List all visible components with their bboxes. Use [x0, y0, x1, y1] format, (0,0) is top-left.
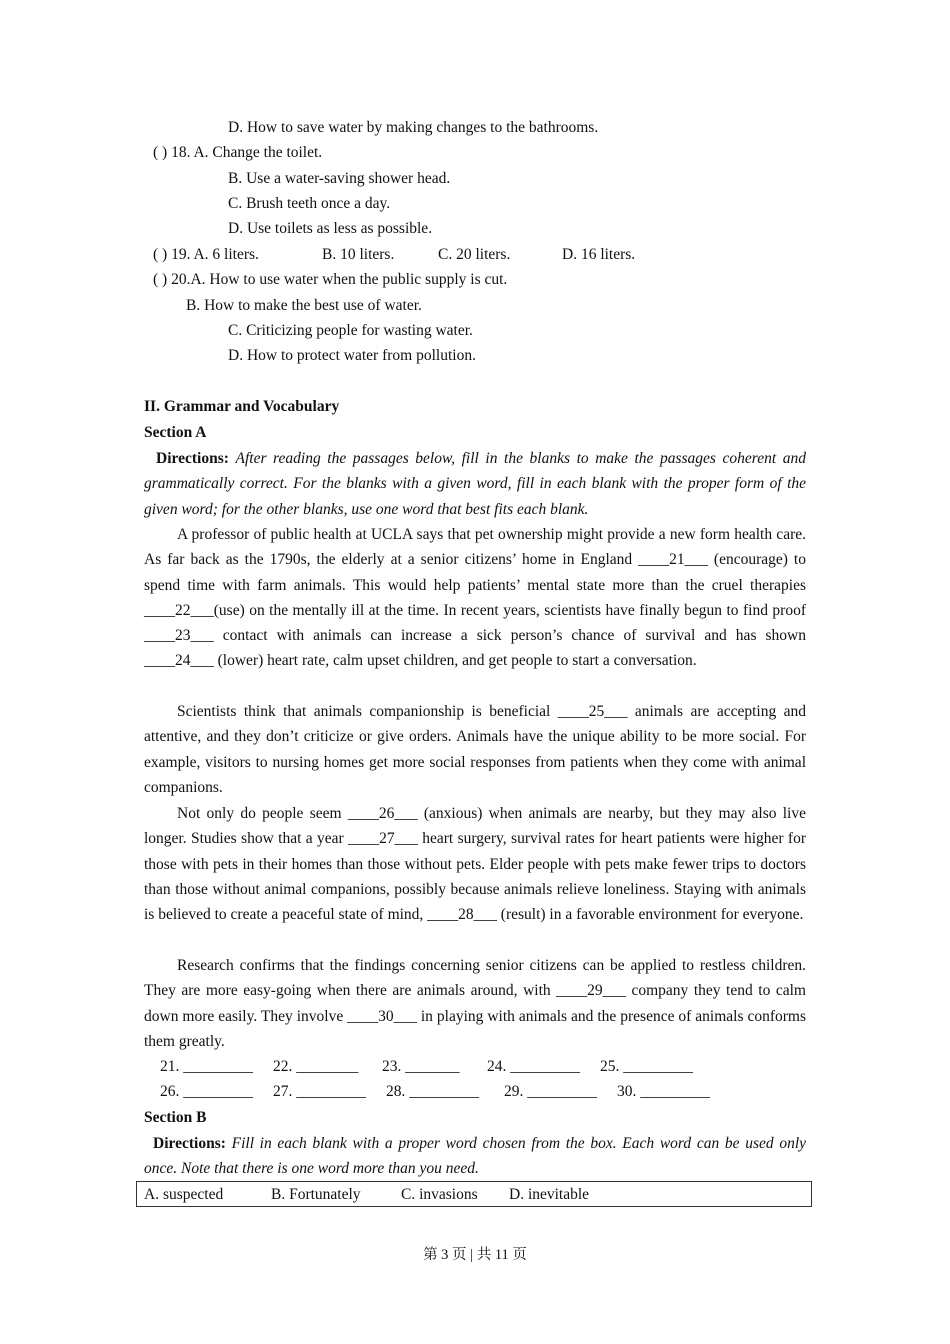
passage-paragraph: Scientists think that animals companionship is beneficial ____25___ animals are accepting and attentive, and they don’t criticize or give orders. Animals have the unique ability to be more social. For example, visitors to nursing homes get more social responses from patients when they come with animal companions.	[144, 703, 806, 796]
q20-option-c: C. Criticizing people for wasting water.	[228, 322, 473, 339]
q20-option-b: B. How to make the best use of water.	[186, 297, 422, 314]
q18-stem: ( ) 18. A. Change the toilet.	[153, 144, 323, 161]
q20-stem: ( ) 20.A. How to use water when the public supply is cut.	[153, 271, 508, 288]
answer-blank-27: 27. _________	[273, 1083, 366, 1100]
directions-text: Fill in each blank with a proper word chosen from the box. Each word can be used only once. Note that there is one word more than you need.	[144, 1135, 807, 1178]
directions-text: After reading the passages below, fill in the blanks to make the passages coherent and grammatically correct. For the blanks with a given word, fill in each blank with the proper form of the given word; for the other blanks, use one word that best fits each blank.	[144, 450, 807, 518]
sectionA-directions	[144, 446, 806, 522]
q19-option-b: B. 10 liters.	[322, 246, 395, 263]
answer-blank-25: 25. _________	[600, 1058, 693, 1075]
sectionB-directions	[144, 1131, 806, 1182]
q19-option-c: C. 20 liters.	[438, 246, 511, 263]
word-box	[136, 1181, 812, 1207]
q18-option-c: C. Brush teeth once a day.	[228, 195, 391, 212]
answer-blank-30: 30. _________	[617, 1083, 710, 1100]
q17-option-d: D. How to save water by making changes to the bathrooms.	[228, 119, 599, 136]
directions-label: Directions:	[153, 1135, 226, 1152]
word-option-b: B. Fortunately	[271, 1186, 361, 1203]
page-footer: 第 3 页 | 共 11 页	[423, 1247, 527, 1263]
passage-paragraph: A professor of public health at UCLA says that pet ownership might provide a new form health care. As far back as the 1790s, the elderly at a senior citizens’ home in England ____21___ (encourage) to spend time with farm animals. This would help patients’ mental state more than the cruel therapies ____22___(use) on the mentally ill at the time. In recent years, scientists have finally begun to find proof ____23___ contact with animals can increase a sick person’s chance of survival and has shown ____24___ (lower) heart rate, calm upset children, and get people to start a conversation.	[144, 526, 806, 670]
sectionB-heading: Section B	[144, 1109, 207, 1126]
word-option-a: A. suspected	[144, 1186, 224, 1203]
passage-paragraph: Not only do people seem ____26___ (anxious) when animals are nearby, but they may also live longer. Studies show that a year ____27___ heart surgery, survival rates for heart patients were higher for those with pets in their homes than those without pets. Elder people with pets make fewer trips to doctors than those without animal companions, possibly because animals relieve loneliness. Staying with animals is believed to create a peaceful state of mind, ____28___ (result) in a favorable environment for everyone.	[144, 805, 806, 924]
answer-blank-28: 28. _________	[386, 1083, 479, 1100]
passage-paragraph: Research confirms that the findings concerning senior citizens can be applied to restless children. They are more easy-going when there are animals around, with ____29___ company they tend to calm down more easily. They involve ____30___ in playing with animals and the presence of animals conforms them greatly.	[144, 957, 806, 1050]
word-option-d: D. inevitable	[509, 1186, 590, 1203]
word-option-c: C. invasions	[401, 1186, 478, 1203]
q20-option-d: D. How to protect water from pollution.	[228, 347, 476, 364]
answer-blank-26: 26. _________	[160, 1083, 253, 1100]
answer-blank-29: 29. _________	[504, 1083, 597, 1100]
q18-option-b: B. Use a water-saving shower head.	[228, 170, 451, 187]
q18-option-d: D. Use toilets as less as possible.	[228, 220, 433, 237]
directions-label: Directions:	[156, 450, 229, 467]
answer-blank-21: 21. _________	[160, 1058, 253, 1075]
q19-option-d: D. 16 liters.	[562, 246, 636, 263]
part2-heading: II. Grammar and Vocabulary	[144, 398, 340, 415]
q19-stem: ( ) 19. A. 6 liters.	[153, 246, 259, 263]
answer-blank-24: 24. _________	[487, 1058, 580, 1075]
answer-blank-23: 23. _______	[382, 1058, 460, 1075]
answer-blank-22: 22. ________	[273, 1058, 359, 1075]
sectionA-heading: Section A	[144, 424, 207, 441]
